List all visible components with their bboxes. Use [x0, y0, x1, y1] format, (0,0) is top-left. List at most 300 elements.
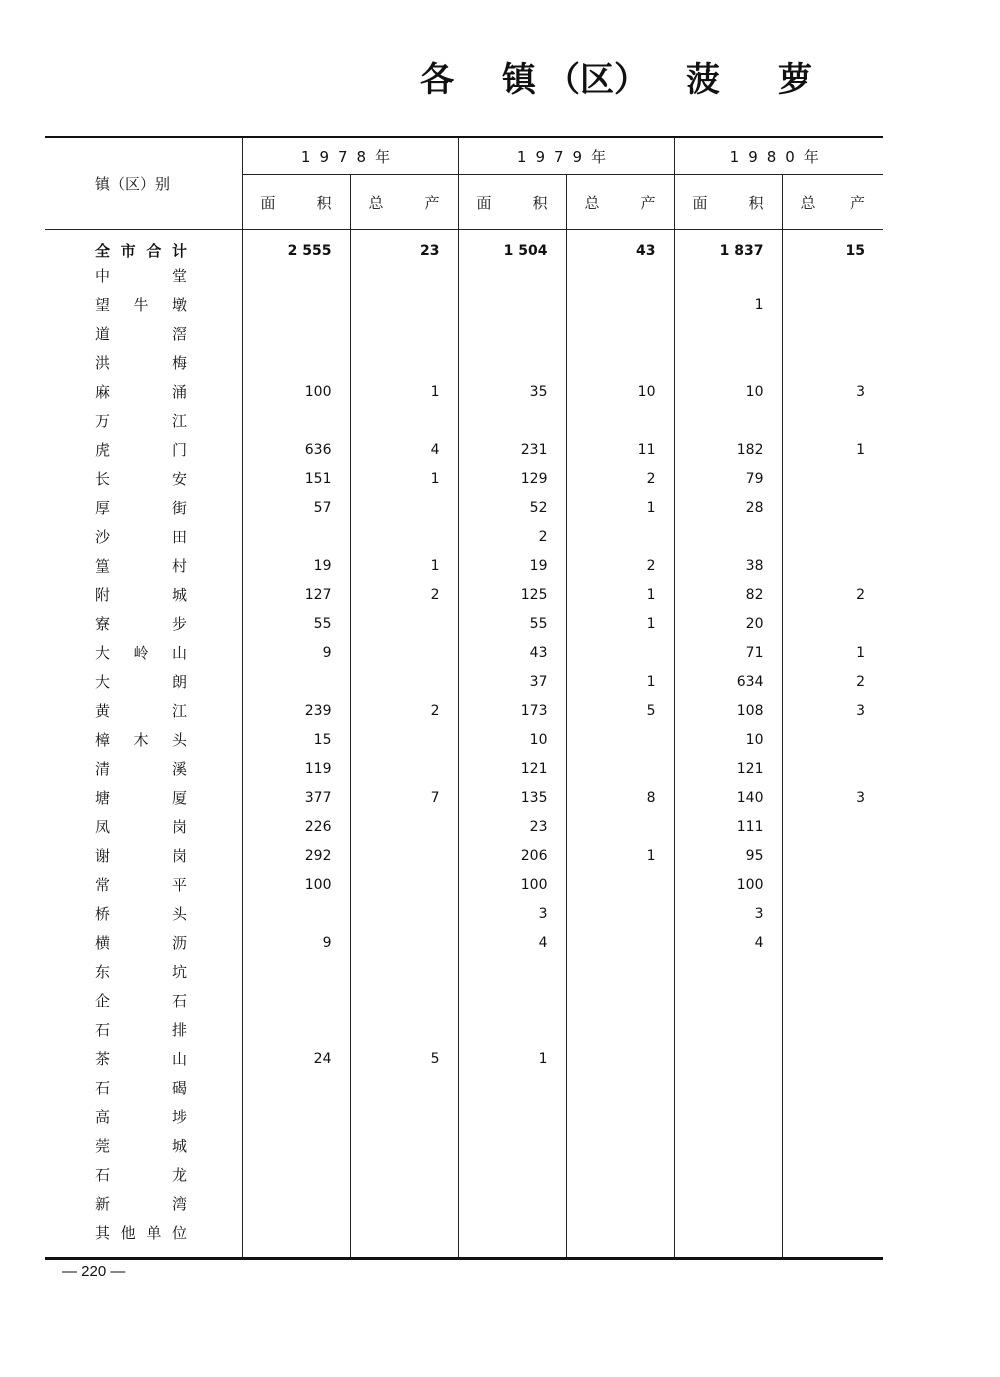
town-name-char: 虎: [95, 441, 111, 459]
town-name-char: 沥: [171, 934, 187, 952]
town-name-char: 市: [120, 242, 136, 260]
cell-output-1978: [350, 841, 458, 870]
cell-area-1979: 1: [458, 1044, 566, 1073]
cell-output-1979: [566, 986, 674, 1015]
town-name-char: 山: [171, 644, 187, 662]
cell-area-1978: 636: [242, 435, 350, 464]
cell-area-1980: 10: [674, 377, 782, 406]
town-name: [45, 406, 242, 435]
table-row: [45, 348, 883, 377]
town-name-char: 长: [95, 470, 111, 488]
cell-output-1980: 3: [782, 783, 883, 812]
table-row: [45, 928, 883, 957]
cell-output-1980: [782, 1160, 883, 1189]
table-bottom-rule: [45, 1259, 883, 1261]
town-name-char: [134, 961, 149, 982]
cell-area-1980: 28: [674, 493, 782, 522]
town-name-char: [134, 497, 149, 518]
town-name-char: [134, 584, 149, 605]
cell-output-1980: 3: [782, 696, 883, 725]
town-name: [45, 261, 242, 290]
cell-output-1978: 1: [350, 377, 458, 406]
cell-area-1978: [242, 261, 350, 290]
town-name-char: 万: [95, 412, 111, 430]
cell-area-1980: [674, 406, 782, 435]
cell-area-1978: 127: [242, 580, 350, 609]
cell-output-1980: [782, 986, 883, 1015]
cell-output-1980: [782, 841, 883, 870]
town-name: [45, 609, 242, 638]
town-name-char: 洪: [95, 354, 111, 372]
cell-area-1978: 24: [242, 1044, 350, 1073]
title-char: 镇: [502, 60, 536, 100]
cell-output-1978: [350, 957, 458, 986]
cell-output-1979: [566, 319, 674, 348]
cell-output-1979: [566, 1044, 674, 1073]
table-row: [45, 1189, 883, 1218]
town-name-char: 全: [95, 242, 111, 260]
cell-output-1978: [350, 1102, 458, 1131]
town-name-char: [134, 932, 149, 953]
town-name-char: 木: [133, 731, 149, 749]
town-name: [45, 1015, 242, 1044]
cell-area-1979: [458, 1131, 566, 1160]
town-name-char: 清: [95, 760, 111, 778]
town-name: [45, 870, 242, 899]
town-name-char: 黄: [95, 702, 111, 720]
town-name-char: [134, 410, 149, 431]
cell-output-1979: 8: [566, 783, 674, 812]
town-name: [45, 638, 242, 667]
town-name-char: 沙: [95, 528, 111, 546]
town-name-char: 街: [171, 499, 187, 517]
table-row: [45, 1073, 883, 1102]
cell-area-1978: [242, 406, 350, 435]
town-name-char: [134, 265, 149, 286]
town-name-char: [134, 439, 149, 460]
table-row: [45, 580, 883, 609]
cell-area-1979: 135: [458, 783, 566, 812]
cell-output-1980: [782, 928, 883, 957]
town-name: [45, 783, 242, 812]
cell-area-1978: 9: [242, 638, 350, 667]
cell-output-1980: [782, 957, 883, 986]
town-name: [45, 725, 242, 754]
town-name-char: 中: [95, 267, 111, 285]
cell-area-1979: 121: [458, 754, 566, 783]
town-name-char: 桥: [95, 905, 111, 923]
cell-area-1978: [242, 1102, 350, 1131]
cell-area-1978: [242, 899, 350, 928]
cell-output-1978: 7: [350, 783, 458, 812]
cell-output-1980: [782, 1218, 883, 1259]
cell-output-1978: [350, 899, 458, 928]
header-char: 总: [800, 193, 816, 212]
cell-output-1978: [350, 667, 458, 696]
header-char: 总: [368, 193, 384, 212]
page-title: [420, 52, 840, 101]
cell-area-1979: [458, 986, 566, 1015]
cell-output-1978: 2: [350, 580, 458, 609]
cell-area-1978: [242, 319, 350, 348]
town-name-char: 常: [95, 876, 111, 894]
cell-area-1980: 111: [674, 812, 782, 841]
year-header: 1979年: [458, 137, 674, 175]
year-header: 1978年: [242, 137, 458, 175]
cell-area-1978: [242, 986, 350, 1015]
town-name: [45, 522, 242, 551]
cell-output-1978: [350, 1073, 458, 1102]
town-name: [45, 899, 242, 928]
page-number: — 220 —: [62, 1263, 126, 1280]
cell-area-1980: [674, 1015, 782, 1044]
table-row: [45, 551, 883, 580]
cell-output-1979: [566, 261, 674, 290]
cell-area-1979: 2: [458, 522, 566, 551]
table-row: [45, 522, 883, 551]
cell-area-1978: 9: [242, 928, 350, 957]
cell-output-1980: [782, 1131, 883, 1160]
header-char: 产: [424, 193, 440, 212]
cell-area-1980: [674, 1073, 782, 1102]
cell-area-1979: [458, 319, 566, 348]
cell-output-1980: [782, 812, 883, 841]
table-row: [45, 754, 883, 783]
area-header: [458, 175, 566, 230]
cell-area-1979: 10: [458, 725, 566, 754]
town-name-char: 他: [120, 1224, 136, 1242]
cell-output-1980: [782, 290, 883, 319]
town-name: [45, 696, 242, 725]
town-name-char: 碣: [171, 1079, 187, 1097]
town-name-char: 企: [95, 992, 111, 1010]
cell-output-1978: [350, 493, 458, 522]
cell-output-1979: 1: [566, 667, 674, 696]
table-row: [45, 319, 883, 348]
cell-area-1978: [242, 1073, 350, 1102]
town-name: [45, 1160, 242, 1189]
town-name: [45, 290, 242, 319]
title-char: 萝: [778, 60, 812, 100]
town-name-char: [134, 323, 149, 344]
cell-output-1980: [782, 493, 883, 522]
cell-area-1980: 121: [674, 754, 782, 783]
cell-area-1980: 140: [674, 783, 782, 812]
area-header: [674, 175, 782, 230]
town-name-char: 溪: [171, 760, 187, 778]
cell-output-1978: [350, 348, 458, 377]
town-name-char: 茶: [95, 1050, 111, 1068]
town-name-char: 头: [171, 731, 187, 749]
cell-area-1978: [242, 1131, 350, 1160]
cell-output-1980: [782, 754, 883, 783]
town-name-char: [134, 1048, 149, 1069]
cell-area-1979: 35: [458, 377, 566, 406]
cell-output-1979: [566, 812, 674, 841]
pineapple-table: [45, 136, 883, 1260]
cell-area-1979: 231: [458, 435, 566, 464]
town-name: [45, 1131, 242, 1160]
cell-output-1980: [782, 551, 883, 580]
cell-area-1980: [674, 1218, 782, 1259]
town-name-char: 田: [171, 528, 187, 546]
town-name-char: 门: [171, 441, 187, 459]
town-name-char: 新: [95, 1195, 111, 1213]
town-name-char: [134, 381, 149, 402]
cell-output-1979: 10: [566, 377, 674, 406]
cell-area-1980: [674, 1189, 782, 1218]
table-row: [45, 435, 883, 464]
cell-area-1979: [458, 1189, 566, 1218]
cell-output-1978: [350, 638, 458, 667]
cell-output-1978: [350, 1218, 458, 1259]
cell-output-1979: [566, 348, 674, 377]
town-name-char: 岗: [171, 847, 187, 865]
table-row: [45, 899, 883, 928]
town-name-char: 平: [171, 876, 187, 894]
cell-output-1978: 1: [350, 464, 458, 493]
cell-area-1980: 71: [674, 638, 782, 667]
cell-area-1979: 129: [458, 464, 566, 493]
cell-area-1980: 79: [674, 464, 782, 493]
town-name: [45, 841, 242, 870]
cell-area-1979: 4: [458, 928, 566, 957]
town-name: [45, 812, 242, 841]
cell-area-1978: 2 555: [242, 230, 350, 262]
cell-output-1979: 2: [566, 551, 674, 580]
row-header: 镇（区）别: [45, 137, 242, 230]
town-name-char: [134, 468, 149, 489]
cell-output-1979: [566, 957, 674, 986]
output-header: [566, 175, 674, 230]
cell-output-1980: [782, 609, 883, 638]
cell-output-1979: [566, 725, 674, 754]
town-name: [45, 754, 242, 783]
table-row: [45, 841, 883, 870]
cell-output-1978: [350, 725, 458, 754]
table-row: [45, 464, 883, 493]
town-name-char: 其: [95, 1224, 111, 1242]
cell-area-1980: 1: [674, 290, 782, 319]
cell-area-1978: [242, 1189, 350, 1218]
table-row: [45, 377, 883, 406]
town-name-char: [134, 700, 149, 721]
town-name-char: 高: [95, 1108, 111, 1126]
cell-output-1980: 15: [782, 230, 883, 262]
cell-output-1979: [566, 638, 674, 667]
town-name-char: [134, 613, 149, 634]
cell-output-1978: [350, 319, 458, 348]
town-name-char: 山: [171, 1050, 187, 1068]
town-name-char: 堂: [171, 267, 187, 285]
table-row: [45, 725, 883, 754]
town-name-char: 莞: [95, 1137, 111, 1155]
town-name-char: [134, 1164, 149, 1185]
cell-output-1980: [782, 522, 883, 551]
cell-output-1980: 2: [782, 667, 883, 696]
cell-area-1980: 634: [674, 667, 782, 696]
cell-output-1979: 5: [566, 696, 674, 725]
town-name: [45, 1102, 242, 1131]
town-name-char: 东: [95, 963, 111, 981]
town-name-char: 城: [171, 1137, 187, 1155]
town-name-char: [134, 845, 149, 866]
title-char: （区）: [546, 60, 648, 100]
cell-area-1980: [674, 348, 782, 377]
town-name: [45, 551, 242, 580]
town-name-char: 麻: [95, 383, 111, 401]
cell-output-1980: 2: [782, 580, 883, 609]
table-row: [45, 406, 883, 435]
table-row: [45, 609, 883, 638]
cell-output-1980: [782, 1073, 883, 1102]
town-name-char: 石: [95, 1021, 111, 1039]
cell-area-1978: 15: [242, 725, 350, 754]
cell-area-1980: 38: [674, 551, 782, 580]
header-char: 面: [476, 193, 492, 212]
cell-area-1979: 43: [458, 638, 566, 667]
table-row: [45, 290, 883, 319]
town-name-char: 埗: [171, 1108, 187, 1126]
cell-area-1978: 100: [242, 377, 350, 406]
cell-output-1979: [566, 1102, 674, 1131]
cell-area-1979: [458, 957, 566, 986]
header-char: 积: [748, 193, 764, 212]
cell-area-1980: 4: [674, 928, 782, 957]
cell-output-1979: [566, 1189, 674, 1218]
cell-area-1980: 3: [674, 899, 782, 928]
town-name: [45, 667, 242, 696]
cell-area-1978: 19: [242, 551, 350, 580]
data-table-container: [45, 136, 883, 1260]
cell-output-1979: 43: [566, 230, 674, 262]
town-name-char: 石: [171, 992, 187, 1010]
cell-output-1978: [350, 290, 458, 319]
town-name: [45, 580, 242, 609]
cell-area-1980: [674, 1102, 782, 1131]
table-row: [45, 493, 883, 522]
town-name-char: [134, 1106, 149, 1127]
town-name-char: 厚: [95, 499, 111, 517]
town-name: [45, 1218, 242, 1259]
cell-output-1980: [782, 870, 883, 899]
town-name-char: 安: [171, 470, 187, 488]
cell-area-1978: 239: [242, 696, 350, 725]
town-name-char: 湾: [171, 1195, 187, 1213]
town-name-char: 龙: [171, 1166, 187, 1184]
town-name: [45, 493, 242, 522]
cell-area-1979: [458, 1015, 566, 1044]
town-name-char: 头: [171, 905, 187, 923]
cell-area-1979: [458, 1102, 566, 1131]
town-name-char: 坑: [171, 963, 187, 981]
town-name-char: [134, 990, 149, 1011]
cell-output-1979: [566, 870, 674, 899]
cell-area-1979: [458, 348, 566, 377]
cell-output-1979: [566, 290, 674, 319]
cell-output-1978: [350, 261, 458, 290]
cell-output-1979: 11: [566, 435, 674, 464]
table-row: [45, 957, 883, 986]
cell-output-1979: [566, 754, 674, 783]
cell-output-1978: [350, 522, 458, 551]
cell-area-1978: [242, 957, 350, 986]
cell-area-1980: [674, 1160, 782, 1189]
cell-output-1979: 1: [566, 609, 674, 638]
town-name-char: 滘: [171, 325, 187, 343]
cell-area-1980: [674, 522, 782, 551]
cell-area-1980: [674, 1044, 782, 1073]
town-name: [45, 986, 242, 1015]
cell-area-1980: 20: [674, 609, 782, 638]
town-name-char: 排: [171, 1021, 187, 1039]
town-name: [45, 1044, 242, 1073]
town-name-char: [134, 526, 149, 547]
header-char: 产: [640, 193, 656, 212]
cell-output-1978: [350, 928, 458, 957]
total-row: [45, 230, 883, 262]
cell-output-1979: [566, 899, 674, 928]
cell-output-1979: [566, 1218, 674, 1259]
table-row: [45, 1160, 883, 1189]
cell-output-1980: 1: [782, 638, 883, 667]
cell-area-1980: [674, 261, 782, 290]
cell-output-1979: 1: [566, 580, 674, 609]
cell-area-1978: [242, 667, 350, 696]
cell-output-1978: 23: [350, 230, 458, 262]
town-name: [45, 1189, 242, 1218]
cell-area-1978: 100: [242, 870, 350, 899]
header-char: 面: [692, 193, 708, 212]
cell-area-1979: 206: [458, 841, 566, 870]
town-name-char: 石: [95, 1079, 111, 1097]
town-name: [45, 1073, 242, 1102]
table-row: [45, 1131, 883, 1160]
cell-area-1979: 173: [458, 696, 566, 725]
cell-output-1980: [782, 319, 883, 348]
cell-output-1980: [782, 1015, 883, 1044]
cell-output-1978: 4: [350, 435, 458, 464]
cell-area-1979: [458, 1160, 566, 1189]
cell-output-1979: 2: [566, 464, 674, 493]
cell-area-1980: 100: [674, 870, 782, 899]
cell-output-1980: [782, 464, 883, 493]
cell-output-1978: [350, 1160, 458, 1189]
town-name-char: [134, 1135, 149, 1156]
town-name-char: 篁: [95, 557, 111, 575]
area-header: [242, 175, 350, 230]
cell-output-1979: 1: [566, 493, 674, 522]
town-name-char: [134, 874, 149, 895]
town-name-char: 江: [171, 412, 187, 430]
table-row: [45, 667, 883, 696]
table-row: [45, 638, 883, 667]
cell-output-1980: [782, 406, 883, 435]
town-name-char: 道: [95, 325, 111, 343]
cell-output-1980: [782, 1102, 883, 1131]
table-row: [45, 1044, 883, 1073]
cell-area-1980: 10: [674, 725, 782, 754]
cell-area-1980: 95: [674, 841, 782, 870]
town-name-char: 朗: [171, 673, 187, 691]
town-name-char: 墩: [171, 296, 187, 314]
table-row: [45, 986, 883, 1015]
town-name: [45, 435, 242, 464]
town-name-char: 厦: [171, 789, 187, 807]
cell-area-1979: 1 504: [458, 230, 566, 262]
cell-output-1978: [350, 812, 458, 841]
town-name-char: [134, 1019, 149, 1040]
